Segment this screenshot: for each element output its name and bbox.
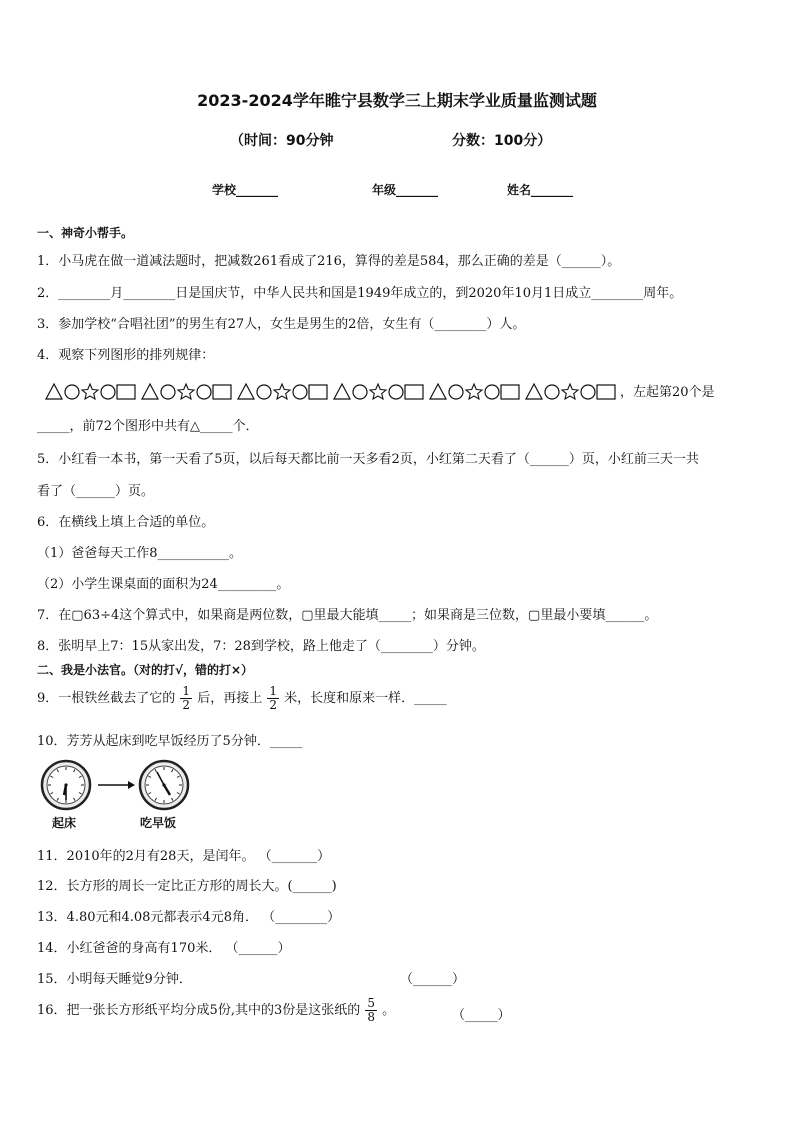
clock-wake-icon (42, 761, 90, 809)
clock-diagram (40, 758, 192, 812)
total-score: 分数：100分） (452, 133, 552, 149)
grade-field[interactable]: 年级_______ (372, 183, 439, 197)
shape-group-2 (142, 384, 231, 399)
fraction-half (180, 685, 192, 712)
section-2-heading: 二、我是小法官。（对的打√，错的打×） (37, 663, 254, 677)
question-9 (37, 685, 447, 712)
question-5a: 5．小红看一本书，第一天看了5页，以后每天都比前一天多看2页，小红第二天看了（______）页，小红前三天一共 (37, 452, 699, 467)
fraction-denominator: 2 (182, 698, 191, 712)
question-15-blank: （______） (400, 972, 466, 987)
section-1-heading: 一、神奇小帮手。 (37, 226, 134, 240)
star-icon (82, 384, 98, 399)
clock-illustration (40, 758, 192, 830)
question-4: 4．观察下列图形的排列规律： (37, 348, 215, 363)
page-title: 2023-2024学年睢宁县数学三上期末学业质量监测试题 (197, 91, 597, 110)
shape-group-5 (430, 384, 519, 399)
name-field[interactable]: 姓名_______ (507, 183, 574, 197)
question-12: 12．长方形的周长一定比正方形的周长大。(______) (37, 879, 337, 894)
fraction-half-2 (267, 685, 279, 712)
question-15: 15．小明每天睡觉9分钟． (37, 972, 192, 987)
question-14: 14．小红爸爸的身高有170米． （______） (37, 941, 291, 956)
rectangle-icon (117, 385, 135, 399)
arrow-right-icon (98, 781, 135, 789)
time-limit: （时间：90分钟 (230, 133, 334, 149)
triangle-icon (46, 384, 62, 399)
circle-icon (65, 385, 79, 399)
question-9-text-a: 9．一根铁丝截去了它的 (37, 691, 176, 706)
question-3: 3．参加学校“合唱社团”的男生有27人，女生是男生的2倍，女生有（________）人。 (37, 317, 526, 332)
clock-label-wake: 起床 (52, 816, 77, 830)
question-11: 11．2010年的2月有28天，是闰年。 （_______） (37, 849, 331, 864)
fraction-numerator: 1 (182, 684, 191, 698)
question-10: 10．芳芳从起床到吃早饭经历了5分钟．_____ (37, 734, 303, 749)
question-8: 8．张明早上7：15从家出发，7：28到学校，路上他走了（________）分钟。 (37, 639, 485, 654)
fraction-numerator: 1 (269, 684, 277, 698)
shape-group-3 (238, 384, 327, 399)
question-1: 1．小马虎在做一道减法题时，把减数261看成了216，算得的差是584，那么正确的差是（______）。 (37, 254, 621, 269)
question-5b: 看了（______）页。 (37, 484, 155, 499)
question-4-line2: _____，前72个图形中共有△_____个． (37, 419, 259, 434)
question-9-text-b: 后，再接上 (197, 691, 263, 706)
question-4-tail: ，左起第20个是 (620, 385, 715, 400)
question-9-text-c: 米，长度和原来一样．_____ (284, 691, 447, 706)
question-16-blank: （_____） (452, 1008, 511, 1023)
fraction-denominator: 8 (367, 1010, 375, 1024)
question-6: 6．在横线上填上合适的单位。 (37, 515, 215, 530)
circle-icon (101, 385, 115, 399)
clock-label-breakfast: 吃早饭 (140, 816, 177, 830)
question-16 (37, 997, 395, 1024)
fraction-five-eighths (365, 997, 377, 1024)
question-6-2: （2）小学生课桌面的面积为24_________。 (37, 577, 290, 592)
school-field[interactable]: 学校_______ (212, 183, 279, 197)
fraction-denominator: 2 (269, 698, 277, 712)
shape-group (46, 384, 135, 399)
shape-sequence (45, 380, 625, 402)
question-7: 7．在▢63÷4这个算式中，如果商是两位数，▢里最大能填_____；如果商是三位数，▢里最小要填______。 (37, 608, 658, 623)
question-2: 2．________月________日是国庆节，中华人民共和国是1949年成立的，到2020年10月1日成立________周年。 (37, 286, 683, 301)
shape-group-4 (334, 384, 423, 399)
question-6-1: （1）爸爸每天工作8___________。 (37, 546, 243, 561)
clock-breakfast-icon (140, 761, 188, 809)
fraction-numerator: 5 (367, 996, 375, 1010)
shape-group-6 (526, 384, 615, 399)
question-16-text: 16．把一张长方形纸平均分成5份,其中的3份是这张纸的 (37, 1003, 361, 1018)
question-13: 13．4.80元和4.08元都表示4元8角． （________） (37, 910, 341, 925)
question-16-text-end: 。 (382, 1003, 396, 1018)
